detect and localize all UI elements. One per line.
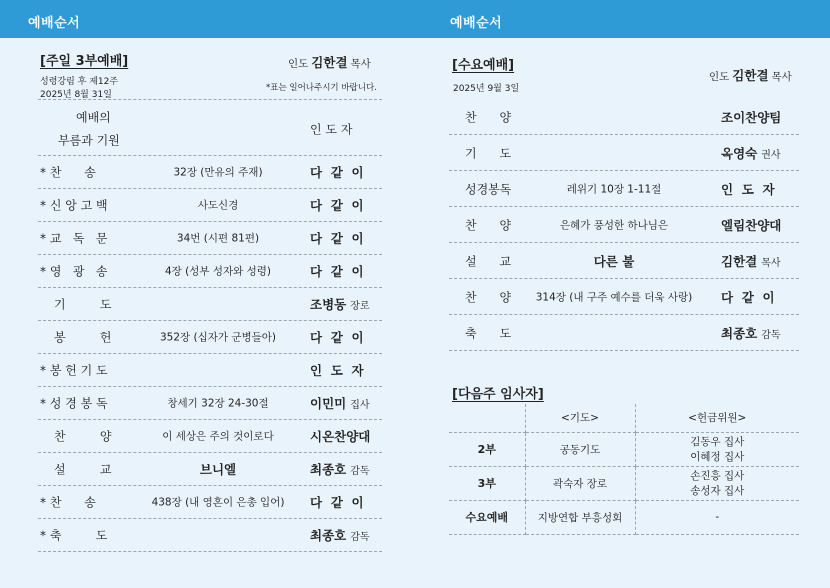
order-person: 다 같 이 [310,198,364,213]
duty-row [449,466,799,500]
order-row [38,288,382,321]
order-person: 다 같 이 [310,165,364,180]
duty-service: 3부 [449,466,525,500]
order-label: * 교 독 문 [40,231,108,246]
order-label: * 축 도 [40,528,108,543]
next-week-title: [다음주 임사자] [452,387,544,402]
duty-row [449,432,799,466]
standing-note: *표는 일어나주시기 바랍니다. [266,83,377,93]
order-label: * 찬 송 [40,495,96,510]
order-person: 다 같 이 [310,330,364,345]
order-row [449,135,799,171]
order-label: 찬 양 [465,218,512,232]
duty-prayer: 지방연합 부흥성회 [525,500,635,534]
order-label: * 찬 송 [40,165,96,180]
order-row [38,222,382,255]
duty-money: - [635,500,799,534]
order-content: 32장 (만유의 주재) [173,166,263,179]
order-content: 은혜가 풍성한 하나님은 [559,219,669,231]
right-page-title: 예배순서 [450,16,503,31]
order-person: 옥영숙 권사 [721,145,781,161]
heading-left-line-2: 부름과 기원 [58,133,120,148]
order-row [38,321,382,354]
order-label: 성경봉독 [465,182,512,196]
order-row [449,171,799,207]
order-label: 찬 양 [465,290,512,304]
duty-table [449,404,799,535]
order-content: 이 세상은 주의 것이로다 [162,430,274,443]
sunday-date: 2025년 8월 31일 [40,90,112,100]
order-row [38,189,382,222]
sunday-leader: 인도 김한결 목사 [288,55,371,70]
duty-service: 2부 [449,432,525,466]
order-row [38,453,382,486]
order-row [38,486,382,519]
order-person: 김한결 목사 [721,253,781,269]
order-row [449,315,799,351]
duty-prayer: 곽숙자 장로 [525,466,635,500]
order-person: 다 같 이 [310,264,364,279]
wednesday-title: [수요예배] [452,58,515,73]
order-person: 인 도 자 [721,181,775,197]
order-content: 브니엘 [199,462,237,477]
order-person: 엘림찬양대 [721,217,782,233]
order-person: 인 도 자 [310,363,364,378]
top-bar [0,0,830,38]
order-row [38,519,382,552]
order-person: 최종호 감독 [310,528,370,543]
duty-money: 김동우 집사 이혜정 집사 [635,432,799,466]
sunday-title: [주일 3부예배] [40,54,129,69]
order-person: 이민미 집사 [310,396,370,411]
order-person: 조병동 장로 [310,297,370,312]
order-person: 다 같 이 [310,231,364,246]
duty-money: 손진흥 집사 송성자 집사 [635,466,799,500]
order-label: * 신 앙 고 백 [40,198,108,213]
order-label: 설 교 [54,462,112,477]
wednesday-date: 2025년 9월 3일 [453,84,520,94]
order-row [38,255,382,288]
order-row [449,279,799,315]
order-content: 4장 (성부 성자와 성령) [164,265,272,278]
order-content: 438장 (내 영혼이 은총 입어) [151,496,285,509]
order-label: 기 도 [465,146,512,160]
order-person: 시온찬양대 [310,429,371,444]
order-label: * 성 경 봉 독 [40,396,108,411]
duty-header-row [449,404,799,432]
duty-prayer: 공동기도 [525,432,635,466]
heading-left-line-1: 예배의 [76,110,111,125]
order-content: 창세기 32장 24-30절 [167,397,269,410]
order-label: * 영 광 송 [40,264,108,279]
order-person: 다 같 이 [310,495,364,510]
col-prayer: <기도> [525,404,635,432]
order-content: 다른 불 [593,253,635,269]
order-content: 레위기 10장 1-11절 [566,183,662,195]
col-money: <헌금위원> [635,404,799,432]
order-label: 찬 양 [54,429,112,444]
heading-right: 인 도 자 [310,122,353,137]
order-content: 사도신경 [197,199,239,212]
order-row [38,156,382,189]
order-label: 봉 헌 [54,330,112,345]
wednesday-leader: 인도 김한결 목사 [709,68,792,83]
duty-service: 수요예배 [449,500,525,534]
sunday-season: 성령강림 후 제12주 [40,77,119,87]
order-row [449,207,799,243]
order-content: 352장 (십자가 군병들아) [159,331,277,344]
left-page-title: 예배순서 [28,16,81,31]
order-person: 조이찬양팀 [721,109,782,125]
order-person: 최종호 감독 [310,462,370,477]
order-label: 기 도 [54,297,112,312]
order-person: 다 같 이 [721,289,775,305]
order-label: 찬 양 [465,110,512,124]
order-row [38,354,382,387]
order-content: 34번 (시편 81편) [176,232,260,245]
order-label: * 봉 헌 기 도 [40,363,108,378]
order-row [449,243,799,279]
order-label: 축 도 [465,326,512,340]
order-content: 314장 (내 구주 예수를 더욱 사랑) [535,291,693,303]
sunday-heading-row [38,99,382,156]
order-row [38,387,382,420]
order-label: 설 교 [465,254,512,268]
order-person: 최종호 감독 [721,325,781,341]
order-row [449,99,799,135]
order-row [38,420,382,453]
duty-row [449,500,799,534]
